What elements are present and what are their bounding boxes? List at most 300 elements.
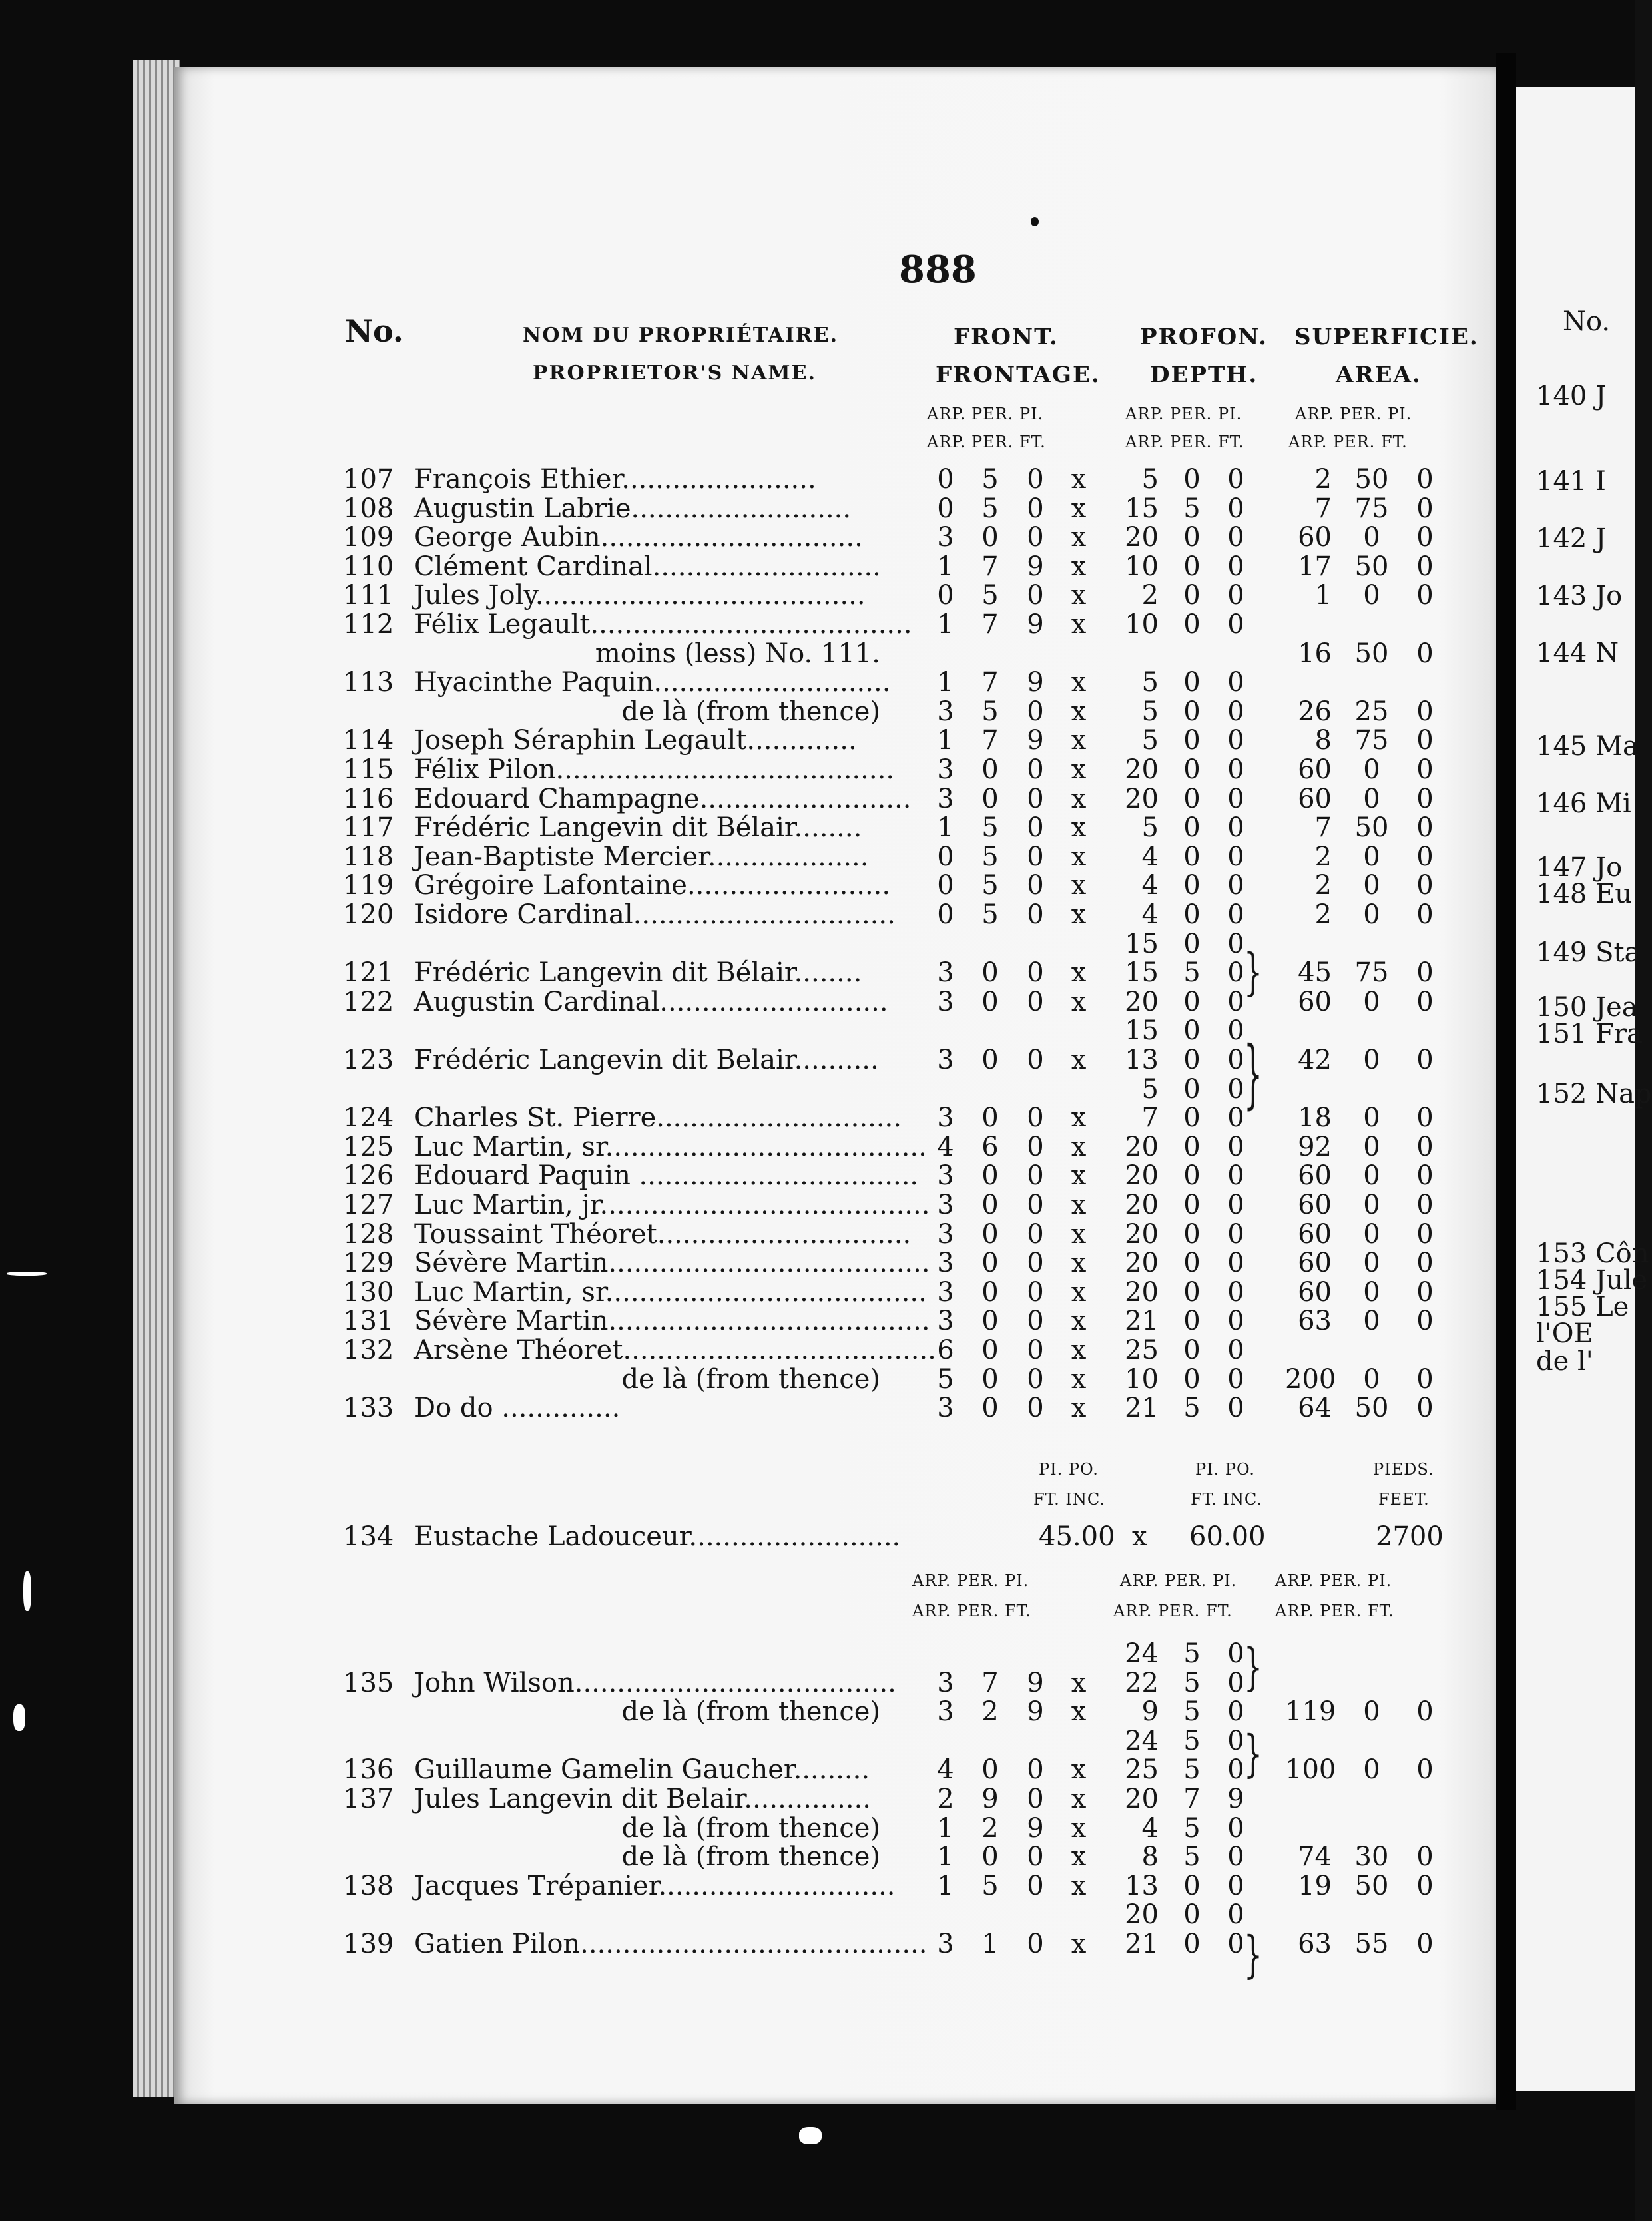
depth-value: 0 bbox=[1183, 667, 1201, 698]
frontage-value: 3 bbox=[937, 522, 954, 553]
area-value: 0 bbox=[1416, 493, 1434, 524]
depth-value: 20 bbox=[1125, 1218, 1159, 1250]
depth-value: 0 bbox=[1227, 1015, 1244, 1047]
table-row bbox=[0, 1220, 1496, 1249]
frontage-value: 0 bbox=[1027, 754, 1044, 785]
table-row bbox=[0, 1755, 1496, 1784]
depth-value: 0 bbox=[1183, 986, 1201, 1017]
depth-value: 5 bbox=[1141, 667, 1159, 698]
multiply-sign: x bbox=[1071, 1190, 1087, 1220]
proprietor-name: Frédéric Langevin dit Bélair........ bbox=[414, 812, 862, 844]
area-value: 92 bbox=[1298, 1131, 1332, 1162]
depth-value: 0 bbox=[1227, 1218, 1244, 1250]
frontage-value: 0 bbox=[1027, 870, 1044, 901]
proprietor-name: Sévère Martin...................................... bbox=[414, 1306, 930, 1337]
depth-value: 0 bbox=[1183, 464, 1201, 495]
depth-value: 0 bbox=[1227, 1248, 1244, 1279]
table-row bbox=[0, 958, 1496, 987]
proprietor-name: Luc Martin, jr....................................... bbox=[414, 1190, 930, 1220]
area-value: 2 bbox=[1314, 464, 1332, 495]
mid-area-a: PIEDS. bbox=[1373, 1460, 1434, 1479]
depth-value: 0 bbox=[1227, 1363, 1244, 1395]
proprietor-name: John Wilson...................................... bbox=[414, 1667, 896, 1698]
frontage-value: 0 bbox=[1027, 1103, 1044, 1134]
depth-value: 0 bbox=[1183, 1276, 1201, 1308]
proprietor-name: Luc Martin, sr...................................... bbox=[414, 1276, 927, 1308]
frontage-value: 3 bbox=[937, 1160, 954, 1192]
table-row bbox=[0, 1522, 1496, 1551]
area-value: 26 bbox=[1298, 696, 1332, 727]
table-row bbox=[0, 465, 1496, 494]
area-value: 0 bbox=[1416, 1131, 1434, 1162]
table-row bbox=[0, 1900, 1496, 1929]
frontage-value: 0 bbox=[1027, 957, 1044, 989]
multiply-sign: x bbox=[1071, 696, 1087, 727]
row-number: 123 bbox=[343, 1045, 394, 1075]
depth-value: 0 bbox=[1227, 696, 1244, 727]
area-value: 0 bbox=[1416, 580, 1434, 611]
frontage-value: 0 bbox=[981, 1335, 999, 1365]
frontage-value: 0 bbox=[981, 1160, 999, 1192]
frontage-value: 0 bbox=[937, 870, 954, 901]
depth-value: 0 bbox=[1227, 1131, 1244, 1162]
frontage-value: 6 bbox=[981, 1131, 999, 1162]
proprietor-name: Jean-Baptiste Mercier................... bbox=[414, 841, 869, 872]
area-value: 25 bbox=[1354, 696, 1389, 727]
frontage-value: 0 bbox=[1027, 1276, 1044, 1308]
scan-speck bbox=[799, 2127, 822, 2144]
area-value: 64 bbox=[1298, 1393, 1332, 1424]
depth-value: 22 bbox=[1125, 1667, 1159, 1698]
frontage-value: 4 bbox=[937, 1131, 954, 1162]
area-value: 2 bbox=[1314, 841, 1332, 872]
area-value: 0 bbox=[1416, 1103, 1434, 1134]
table-row bbox=[0, 1132, 1496, 1162]
header-area-fr: SUPERFICIE. bbox=[1294, 324, 1479, 350]
mid-front-a: PI. PO. bbox=[1039, 1460, 1099, 1479]
area-value: 0 bbox=[1416, 551, 1434, 582]
frontage-value: 3 bbox=[937, 1190, 954, 1220]
table-row bbox=[0, 1103, 1496, 1132]
area-value: 0 bbox=[1363, 1218, 1380, 1250]
area-value: 0 bbox=[1416, 1276, 1434, 1308]
row-number: 129 bbox=[343, 1248, 394, 1279]
ink-spot bbox=[1031, 217, 1039, 226]
multiply-sign: x bbox=[1071, 1363, 1087, 1395]
depth-value: 0 bbox=[1183, 1103, 1201, 1134]
multiply-sign: x bbox=[1071, 580, 1087, 611]
frontage-value: 0 bbox=[981, 986, 999, 1017]
area-value: 7 bbox=[1314, 493, 1332, 524]
depth-value: 7 bbox=[1183, 1784, 1201, 1814]
table-row bbox=[0, 1016, 1496, 1045]
depth-value: 13 bbox=[1125, 1870, 1159, 1901]
multiply-sign: x bbox=[1071, 1870, 1087, 1901]
next-page-header: No. bbox=[1563, 306, 1611, 337]
mid-front-b: FT. INC. bbox=[1033, 1490, 1106, 1509]
depth-value: 0 bbox=[1183, 1190, 1201, 1220]
next-page-row: 140 J bbox=[1536, 381, 1607, 411]
frontage-value: 5 bbox=[981, 841, 999, 872]
depth-value: 5 bbox=[1183, 1667, 1201, 1698]
frontage-value: 0 bbox=[981, 1190, 999, 1220]
depth-value: 5 bbox=[1183, 957, 1201, 989]
row-number: 121 bbox=[343, 957, 394, 989]
frontage-value: 3 bbox=[937, 1218, 954, 1250]
table-row bbox=[0, 1306, 1496, 1336]
next-page-strip bbox=[1516, 87, 1652, 2091]
multiply-sign: x bbox=[1071, 870, 1087, 901]
scan-speck bbox=[7, 1272, 47, 1276]
header-depth-fr: PROFON. bbox=[1140, 324, 1268, 350]
row-note: de là (from thence) bbox=[621, 1696, 880, 1728]
depth-value: 0 bbox=[1227, 1073, 1244, 1105]
row-number: 132 bbox=[343, 1335, 394, 1365]
depth-value: 20 bbox=[1125, 754, 1159, 785]
depth-value: 4 bbox=[1141, 899, 1159, 930]
depth-value: 13 bbox=[1125, 1045, 1159, 1075]
frontage-value: 7 bbox=[981, 1667, 999, 1698]
frontage-value: 0 bbox=[1027, 493, 1044, 524]
mid-depth-b: FT. INC. bbox=[1191, 1490, 1263, 1509]
area-value: 0 bbox=[1416, 725, 1434, 756]
area-value: 60 bbox=[1298, 1276, 1332, 1308]
depth-value: 0 bbox=[1227, 1306, 1244, 1337]
area-value: 55 bbox=[1354, 1929, 1389, 1959]
depth-value: 21 bbox=[1125, 1393, 1159, 1424]
table-row bbox=[0, 1365, 1496, 1394]
depth-value: 0 bbox=[1183, 1363, 1201, 1395]
table-row bbox=[0, 1278, 1496, 1307]
row-note: de là (from thence) bbox=[621, 696, 880, 727]
row-number: 113 bbox=[343, 667, 394, 698]
depth-value: 0 bbox=[1227, 1842, 1244, 1873]
depth-value: 20 bbox=[1125, 783, 1159, 814]
table-row bbox=[0, 987, 1496, 1017]
frontage-value: 0 bbox=[1027, 1218, 1044, 1250]
next-page-row: 152 Nap bbox=[1536, 1079, 1652, 1109]
depth-value: 0 bbox=[1183, 783, 1201, 814]
depth-value: 5 bbox=[1183, 1393, 1201, 1424]
frontage-value: 0 bbox=[981, 1248, 999, 1279]
frontage-value: 1 bbox=[937, 1870, 954, 1901]
depth-value: 0 bbox=[1227, 1667, 1244, 1698]
next-page-row: 154 Jule bbox=[1536, 1265, 1648, 1296]
table-row bbox=[0, 639, 1496, 668]
table-row bbox=[0, 523, 1496, 552]
depth-value: 10 bbox=[1125, 609, 1159, 640]
row-number: 112 bbox=[343, 609, 394, 640]
depth-value: 10 bbox=[1125, 551, 1159, 582]
table-row bbox=[0, 1639, 1496, 1668]
next-page-row: 142 J bbox=[1536, 523, 1607, 554]
row-number: 135 bbox=[343, 1667, 394, 1698]
frontage-value: 0 bbox=[1027, 841, 1044, 872]
frontage-value: 0 bbox=[981, 1393, 999, 1424]
frontage-value: 0 bbox=[1027, 783, 1044, 814]
depth-value: 8 bbox=[1141, 1842, 1159, 1873]
area-value: 17 bbox=[1298, 551, 1332, 582]
multiply-sign: x bbox=[1071, 1218, 1087, 1250]
proprietor-name: Jacques Trépanier............................ bbox=[414, 1870, 896, 1901]
area-value: 45 bbox=[1298, 957, 1332, 989]
proprietor-name: Jules Joly....................................... bbox=[414, 580, 866, 611]
multiply-sign: x bbox=[1071, 1045, 1087, 1075]
frontage-value: 9 bbox=[1027, 551, 1044, 582]
mid-area-b: FEET. bbox=[1378, 1490, 1430, 1509]
depth-value: 0 bbox=[1227, 1160, 1244, 1192]
depth-value: 15 bbox=[1125, 928, 1159, 959]
depth-value: 20 bbox=[1125, 1276, 1159, 1308]
frontage-value: 0 bbox=[937, 493, 954, 524]
depth-value: 21 bbox=[1125, 1306, 1159, 1337]
frontage-value: 0 bbox=[1027, 522, 1044, 553]
units-depth-en: ARP. PER. FT. bbox=[1125, 433, 1244, 451]
area-value: 0 bbox=[1363, 1754, 1380, 1786]
table-row bbox=[0, 494, 1496, 523]
proprietor-name: Augustin Cardinal........................... bbox=[414, 986, 888, 1017]
depth-value: 0 bbox=[1227, 841, 1244, 872]
area-value: 100 bbox=[1285, 1754, 1336, 1786]
depth-value: 0 bbox=[1227, 493, 1244, 524]
frontage-value: 1 bbox=[937, 609, 954, 640]
multiply-sign: x bbox=[1071, 551, 1087, 582]
table-row bbox=[0, 929, 1496, 959]
depth-value: 0 bbox=[1227, 1393, 1244, 1424]
area-value: 0 bbox=[1363, 1276, 1380, 1308]
units2-depth-a: ARP. PER. PI. bbox=[1120, 1571, 1237, 1590]
proprietor-name: George Aubin............................... bbox=[414, 522, 863, 553]
frontage-value: 4 bbox=[937, 1754, 954, 1786]
frontage-value: 0 bbox=[1027, 1363, 1044, 1395]
depth-value: 0 bbox=[1183, 899, 1201, 930]
frontage-feet: 45.00 bbox=[1039, 1521, 1115, 1552]
frontage-value: 0 bbox=[981, 1306, 999, 1337]
table-row bbox=[0, 1814, 1496, 1843]
frontage-value: 0 bbox=[1027, 464, 1044, 495]
next-page-row: 148 Eu bbox=[1536, 879, 1633, 909]
multiply-sign: x bbox=[1132, 1521, 1147, 1552]
area-value: 50 bbox=[1354, 1870, 1389, 1901]
table-row bbox=[0, 1161, 1496, 1190]
units2-front-b: ARP. PER. FT. bbox=[912, 1602, 1031, 1620]
row-number: 110 bbox=[343, 551, 394, 582]
frontage-value: 0 bbox=[1027, 1842, 1044, 1873]
area-value: 0 bbox=[1416, 783, 1434, 814]
next-page-row: de l' bbox=[1536, 1346, 1593, 1377]
multiply-sign: x bbox=[1071, 899, 1087, 930]
row-number: 130 bbox=[343, 1276, 394, 1308]
table-row bbox=[0, 668, 1496, 697]
table-row bbox=[0, 1726, 1496, 1756]
frontage-value: 9 bbox=[1027, 1667, 1044, 1698]
proprietor-name: Edouard Paquin ................................. bbox=[414, 1160, 919, 1192]
area-value: 0 bbox=[1363, 1248, 1380, 1279]
header-name-fr: NOM DU PROPRIÉTAIRE. bbox=[523, 324, 839, 347]
table-row bbox=[0, 755, 1496, 784]
area-value: 0 bbox=[1416, 1218, 1434, 1250]
proprietor-name: Félix Pilon........................................ bbox=[414, 754, 895, 785]
depth-value: 4 bbox=[1141, 1812, 1159, 1844]
depth-value: 0 bbox=[1183, 522, 1201, 553]
proprietor-name: Eustache Ladouceur......................... bbox=[414, 1521, 901, 1552]
frontage-value: 0 bbox=[1027, 1045, 1044, 1075]
row-number: 128 bbox=[343, 1218, 394, 1250]
units-depth-fr: ARP. PER. PI. bbox=[1125, 405, 1242, 423]
frontage-value: 0 bbox=[1027, 1335, 1044, 1365]
header-front-fr: FRONT. bbox=[954, 324, 1059, 350]
proprietor-name: Edouard Champagne......................... bbox=[414, 783, 912, 814]
depth-value: 5 bbox=[1183, 1638, 1201, 1669]
depth-value: 20 bbox=[1125, 1248, 1159, 1279]
depth-value: 0 bbox=[1183, 1045, 1201, 1075]
depth-value: 0 bbox=[1183, 551, 1201, 582]
frontage-value: 5 bbox=[981, 899, 999, 930]
area-value: 0 bbox=[1416, 1696, 1434, 1728]
area-value: 60 bbox=[1298, 522, 1332, 553]
frontage-value: 0 bbox=[981, 754, 999, 785]
area-value: 74 bbox=[1298, 1842, 1332, 1873]
row-number: 136 bbox=[343, 1754, 394, 1786]
proprietor-name: Toussaint Théoret.............................. bbox=[414, 1218, 912, 1250]
depth-value: 0 bbox=[1183, 870, 1201, 901]
next-page-row: 149 Sta bbox=[1536, 937, 1641, 968]
frontage-value: 1 bbox=[937, 1812, 954, 1844]
depth-value: 24 bbox=[1125, 1725, 1159, 1756]
area-value: 0 bbox=[1363, 1103, 1380, 1134]
depth-value: 0 bbox=[1227, 667, 1244, 698]
depth-value: 5 bbox=[1183, 1725, 1201, 1756]
multiply-sign: x bbox=[1071, 1696, 1087, 1728]
row-number: 138 bbox=[343, 1870, 394, 1901]
area-value: 0 bbox=[1416, 1929, 1434, 1959]
frontage-value: 3 bbox=[937, 754, 954, 785]
depth-value: 0 bbox=[1227, 522, 1244, 553]
depth-value: 0 bbox=[1183, 1131, 1201, 1162]
table-row bbox=[0, 1393, 1496, 1423]
area-value: 60 bbox=[1298, 1190, 1332, 1220]
area-value: 50 bbox=[1354, 638, 1389, 669]
multiply-sign: x bbox=[1071, 783, 1087, 814]
frontage-value: 1 bbox=[937, 667, 954, 698]
area-value: 16 bbox=[1298, 638, 1332, 669]
proprietor-name: Guillaume Gamelin Gaucher......... bbox=[414, 1754, 870, 1786]
depth-value: 0 bbox=[1183, 696, 1201, 727]
proprietor-name: Joseph Séraphin Legault............. bbox=[414, 725, 857, 756]
frontage-value: 3 bbox=[937, 1248, 954, 1279]
area-value: 0 bbox=[1416, 870, 1434, 901]
area-value: 0 bbox=[1363, 1160, 1380, 1192]
header-front-en: FRONTAGE. bbox=[936, 362, 1101, 388]
row-number: 111 bbox=[343, 580, 394, 611]
frontage-value: 1 bbox=[937, 725, 954, 756]
next-page-row: 147 Jo bbox=[1536, 852, 1623, 883]
frontage-value: 1 bbox=[937, 551, 954, 582]
depth-value: 0 bbox=[1183, 1073, 1201, 1105]
depth-value: 15 bbox=[1125, 957, 1159, 989]
depth-value: 0 bbox=[1227, 1929, 1244, 1959]
frontage-value: 0 bbox=[981, 957, 999, 989]
frontage-value: 3 bbox=[937, 1929, 954, 1959]
area-value: 0 bbox=[1416, 1306, 1434, 1337]
depth-value: 5 bbox=[1141, 464, 1159, 495]
frontage-value: 5 bbox=[981, 696, 999, 727]
brace-mark: } bbox=[1244, 944, 1262, 1002]
area-value: 2 bbox=[1314, 899, 1332, 930]
frontage-value: 0 bbox=[1027, 1190, 1044, 1220]
area-value: 0 bbox=[1416, 1754, 1434, 1786]
frontage-value: 7 bbox=[981, 725, 999, 756]
depth-value: 20 bbox=[1125, 522, 1159, 553]
area-value: 42 bbox=[1298, 1045, 1332, 1075]
depth-value: 0 bbox=[1227, 812, 1244, 844]
next-page-row: 150 Jea bbox=[1536, 992, 1638, 1023]
multiply-sign: x bbox=[1071, 1335, 1087, 1365]
brace-mark: } bbox=[1244, 1726, 1262, 1784]
frontage-value: 0 bbox=[937, 841, 954, 872]
mid-depth-a: PI. PO. bbox=[1195, 1460, 1255, 1479]
depth-value: 9 bbox=[1227, 1784, 1244, 1814]
area-value: 0 bbox=[1416, 464, 1434, 495]
depth-value: 21 bbox=[1125, 1929, 1159, 1959]
units2-front-a: ARP. PER. PI. bbox=[912, 1571, 1029, 1590]
table-row bbox=[0, 1075, 1496, 1104]
frontage-value: 6 bbox=[937, 1335, 954, 1365]
row-number: 131 bbox=[343, 1306, 394, 1337]
row-number: 134 bbox=[343, 1521, 394, 1552]
depth-value: 0 bbox=[1183, 1870, 1201, 1901]
depth-value: 0 bbox=[1183, 1218, 1201, 1250]
area-value: 0 bbox=[1416, 1870, 1434, 1901]
next-page-row: 146 Mi bbox=[1536, 788, 1631, 819]
table-row bbox=[0, 610, 1496, 639]
depth-value: 10 bbox=[1125, 1363, 1159, 1395]
multiply-sign: x bbox=[1071, 1784, 1087, 1814]
depth-value: 0 bbox=[1227, 1812, 1244, 1844]
multiply-sign: x bbox=[1071, 1131, 1087, 1162]
depth-value: 0 bbox=[1183, 1929, 1201, 1959]
depth-value: 5 bbox=[1183, 1812, 1201, 1844]
row-number: 114 bbox=[343, 725, 394, 756]
depth-value: 0 bbox=[1227, 1638, 1244, 1669]
frontage-value: 0 bbox=[1027, 899, 1044, 930]
proprietor-name: Gatien Pilon......................................... bbox=[414, 1929, 928, 1959]
depth-value: 20 bbox=[1125, 1899, 1159, 1931]
area-value: 0 bbox=[1363, 1045, 1380, 1075]
area-value: 0 bbox=[1363, 580, 1380, 611]
frontage-value: 3 bbox=[937, 986, 954, 1017]
area-value: 8 bbox=[1314, 725, 1332, 756]
frontage-value: 5 bbox=[981, 812, 999, 844]
area-value: 0 bbox=[1416, 1248, 1434, 1279]
table-row bbox=[0, 1336, 1496, 1365]
area-value: 0 bbox=[1416, 1842, 1434, 1873]
frontage-value: 3 bbox=[937, 1276, 954, 1308]
area-value: 75 bbox=[1354, 957, 1389, 989]
depth-value: 0 bbox=[1227, 1725, 1244, 1756]
brace-mark: } bbox=[1244, 1031, 1262, 1118]
header-no: No. bbox=[345, 313, 404, 349]
frontage-value: 3 bbox=[937, 1667, 954, 1698]
depth-value: 15 bbox=[1125, 493, 1159, 524]
row-number: 133 bbox=[343, 1393, 394, 1424]
frontage-value: 0 bbox=[1027, 580, 1044, 611]
depth-value: 15 bbox=[1125, 1015, 1159, 1047]
table-row bbox=[0, 842, 1496, 871]
frontage-value: 3 bbox=[937, 1393, 954, 1424]
area-value: 0 bbox=[1416, 1045, 1434, 1075]
area-value: 0 bbox=[1416, 1363, 1434, 1395]
